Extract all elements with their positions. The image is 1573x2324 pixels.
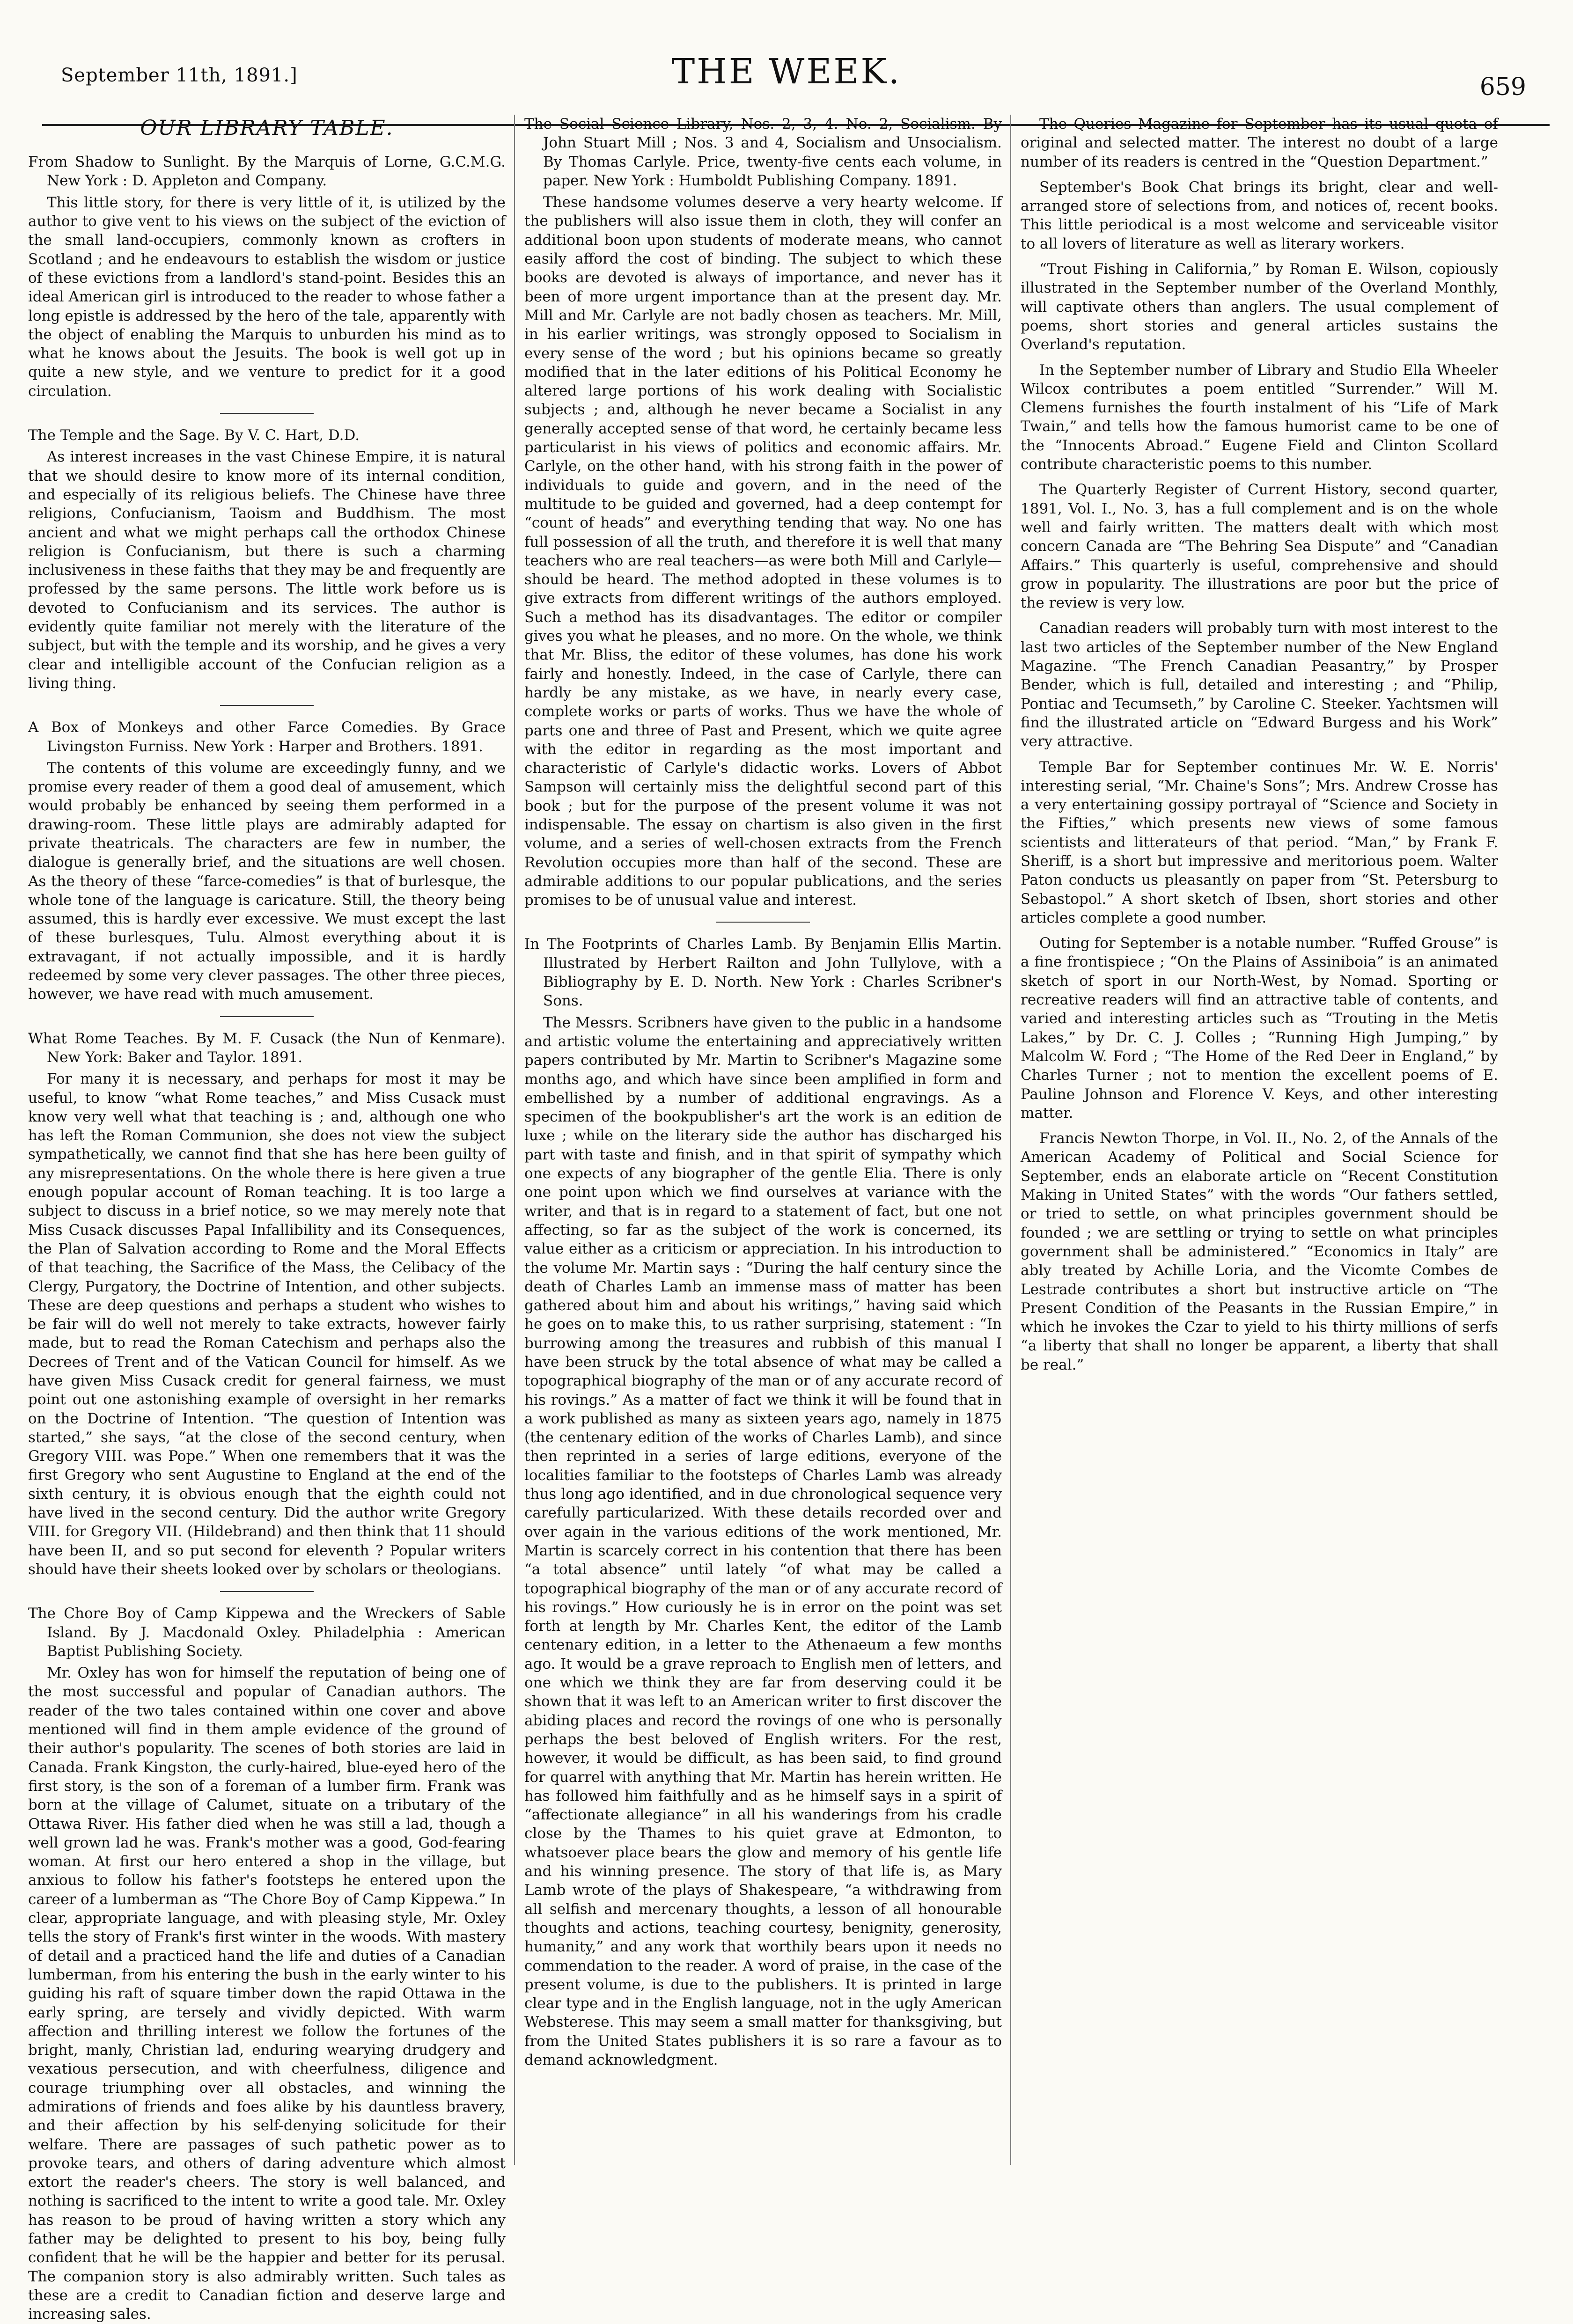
periodical-note: Francis Newton Thorpe, in Vol. II., No. 2, of the Annals of the American Academy of Political and Social Science for September, ends an elaborate article on “Recent Constitution Making in United States” with the words “Our fathers settled, or tried to settle, on what principles government should be founded ; we are settling or trying to settle on what principles government shall be administered.” “Economics in Italy” are ably treated by Achille Loria, and the Vicomte Combes de Lestrade contributes a short but instructive article on “The Present Condition of the Peasants in the Russian Empire,” in which he invokes the Czar to yield to his thirty millions of serfs “a liberty that shall no longer be apparent, a liberty that shall be real.” <box>1021 1130 1498 1373</box>
review-chore-boy <box>28 1604 506 2324</box>
review-body: The Messrs. Scribners have given to the public in a handsome and artistic volume the entertaining and appreciatively written papers contributed by Mr. Martin to Scribner's Magazine some months ago, and which have since been amplified in form and embellished by a number of additional engravings. As a specimen of the bookpublisher's art the work is an edition de luxe ; while on the literary side the author has discharged his part with taste and finish, and in that spirit of sympathy which one expects of any biographer of the gentle Elia. There is only one point upon which we find ourselves at variance with the writer, and that is in regard to a statement of fact, but one not affecting, so far as the subject of the work is concerned, its value either as a criticism or appreciation. In his introduction to the volume Mr. Martin says : “During the half century since the death of Charles Lamb an immense mass of matter has been gathered about him and about his writings,” having said which he goes on to make this, to us rather surprising, statement : “In burrowing among the treasures and rubbish of this manual I have been struck by the total absence of what may be called a topographical biography of the man or of any accurate record of his rovings.” As a matter of fact we think it will be found that in a work published as many as sixteen years ago, namely in 1875 (the centenary edition of the works of Charles Lamb), and since then reprinted in a series of large editions, everyone of the localities familiar to the footsteps of Charles Lamb was already thus long ago identified, and in due chronological sequence very carefully particularized. With these details recorded over and over again in the various editions of the work mentioned, Mr. Martin is scarcely correct in his contention that there has been “a total absence” until lately “of what may be called a topographical biography of the man or of any accurate record of his rovings.” How curiously he is in error on the point was set forth at length by Mr. Charles Kent, the editor of the Lamb centenary edition, in a letter to the Athenaeum a few months ago. It would be a grave reproach to English men of letters, and one which we think they are far from deserving could it be shown that it was left to an American writer to first discover the abiding places and record the rovings of one who is personally perhaps the best beloved of English writers. For the rest, however, it would be difficult, as has been said, to find ground for quarrel with anything that Mr. Martin has herein written. He has followed him faithfully and as he himself says in a spirit of “affectionate allegiance” in all his wanderings from his cradle close by the Thames to his quiet grave at Edmonton, to whatsoever place bears the glow and memory of his gentle life and his winning presence. The story of that life is, as Mary Lamb wrote of the plays of Shakespeare, “a withdrawing from all selfish and mercenary thoughts, a lesson of all honourable thoughts and actions, teaching courtesy, benignity, generosity, humanity,” and any work that worthily bears upon it needs no commendation to the reader. A word of praise, in the case of the present volume, is due to the publishers. It is printed in large clear type and in the English language, not in the ugly American Websterese. This may seem a small matter for thanksgiving, but from the United States publishers it is so rare a favour as to demand acknowledgment. <box>524 1014 1002 2068</box>
section-rule <box>220 1016 314 1017</box>
periodical-note: The Queries Magazine for September has its usual quota of original and selected matter. The interest no doubt of a large number of its readers is centred in the “Question Department.” <box>1021 116 1498 170</box>
review-title: A Box of Monkeys and other Farce Comedies. By Grace Livingston Furniss. New York : Harper and Brothers. 1891. <box>28 719 506 755</box>
review-temple-and-sage <box>28 426 506 693</box>
review-body: As interest increases in the vast Chinese Empire, it is natural that we should desire to know more of its internal condition, and especially of its religious beliefs. The Chinese have three religions, Confucianism, Taoism and Buddhism. The most ancient and what we might perhaps call the orthodox Chinese religion is Confucianism, but there is such a charming inclusiveness in these faiths that they may be and frequently are professed by the same persons. The little work before us is devoted to Confucianism and its services. The author is evidently quite familiar not merely with the literature of the subject, but with the temple and its worship, and he gives a very clear and intelligible account of the Confucian religion as a living thing. <box>28 448 506 692</box>
section-rule <box>716 922 810 923</box>
page-number: 659 <box>1479 73 1526 101</box>
section-rule <box>220 1591 314 1592</box>
review-box-of-monkeys <box>28 718 506 1004</box>
review-body: The contents of this volume are exceedingly funny, and we promise every reader of them a good deal of amusement, which would probably be enhanced by seeing them performed in a drawing-room. These little plays are admirably adapted for private theatricals. The characters are few in number, the dialogue is generally brief, and the situations are well chosen. As the theory of these “farce-comedies” is that of burlesque, the whole tone of the language is caricature. Still, the theory being assumed, this is hardly ever excessive. We must except the last of these burlesques, Tulu. Almost everything about it is extravagant, if not actually impossible, and it is hardly redeemed by some very clever passages. The other three pieces, however, we have read with much amusement. <box>28 759 506 1003</box>
issue-date: September 11th, 1891.] <box>61 65 298 86</box>
review-body: Mr. Oxley has won for himself the reputation of being one of the most successful and popular of Canadian authors. The reader of the two tales contained within one cover and above mentioned will find in them ample evidence of the ground of their author's popularity. The scenes of both stories are laid in Canada. Frank Kingston, the curly-haired, blue-eyed hero of the first story, is the son of a foreman of a lumber firm. Frank was born at the village of Calumet, situate on a tributary of the Ottawa River. His father died when he was still a lad, though a well grown lad he was. Frank's mother was a good, God-fearing woman. At first our hero entered a shop in the village, but anxious to follow his father's footsteps he entered upon the career of a lumberman as “The Chore Boy of Camp Kippewa.” In clear, appropriate language, and with pleasing style, Mr. Oxley tells the story of Frank's first winter in the woods. With mastery of detail and a practiced hand the life and duties of a Canadian lumberman, from his entering the bush in the early winter to his guiding his raft of square timber down the rapid Ottawa in the early spring, are tersely and vividly depicted. With warm affection and thrilling interest we follow the fortunes of the bright, manly, Christian lad, enduring wearying drudgery and vexatious persecution, and with cheerfulness, diligence and courage triumphing over all obstacles, and winning the admirations of friends and foes alike by his dauntless bravery, and their affection by his self-denying solicitude for their welfare. There are passages of such pathetic power as to provoke tears, and others of daring adventure which almost extort the reader's cheers. The story is well balanced, and nothing is sacrificed to the intent to write a good tale. Mr. Oxley has reason to be proud of having written a story which any father may be delighted to present to his boy, being fully confident that he will be the happier and better for its perusal. The companion story is also admirably written. Such tales as these are a credit to Canadian fiction and deserve large and increasing sales. <box>28 1664 506 2323</box>
section-title: OUR LIBRARY TABLE. <box>140 116 394 140</box>
review-from-shadow-to-sunlight <box>28 153 506 401</box>
review-title: The Temple and the Sage. By V. C. Hart, D.D. <box>28 427 360 444</box>
review-social-science-library <box>524 115 1002 909</box>
periodical-note: “Trout Fishing in California,” by Roman E. Wilson, copiously illustrated in the September number of the Overland Monthly, will captivate others than anglers. The usual complement of poems, short stories and general articles sustains the Overland's reputation. <box>1021 261 1498 353</box>
review-title: From Shadow to Sunlight. By the Marquis of Lorne, G.C.M.G. New York : D. Appleton and Company. <box>28 154 506 190</box>
section-rule <box>220 705 314 706</box>
review-footprints-of-charles-lamb <box>524 935 1002 2069</box>
review-body: These handsome volumes deserve a very hearty welcome. If the publishers will also issue them in cloth, they will confer an additional boon upon students of moderate means, who cannot easily afford the cost of binding. The subject to which these books are devoted is always of importance, and never has it been of more urgent importance than at the present day. Mr. Mill and Mr. Carlyle are not badly chosen as teachers. Mr. Mill, in his earlier writings, was strongly opposed to Socialism in every sense of the word ; but his opinions became so greatly modified that in the later editions of his Political Economy he altered large portions of his work dealing with Socialistic subjects ; and, although he never became a Socialist in any generally accepted sense of that word, he certainly became less particularist in his views of politics and economic affairs. Mr. Carlyle, on the other hand, with his strong faith in the power of individuals to guide and govern, and in the need of the multitude to be guided and governed, had a deep contempt for “count of heads” and everything tending that way. No one has full possession of all the truth, and therefore it is well that many teachers who are real teachers—as were both Mill and Carlyle—should be heard. The method adopted in these volumes is to give extracts from different writings of the authors employed. Such a method has its disadvantages. The editor or compiler gives you what he pleases, and no more. On the whole, we think that Mr. Bliss, the editor of these volumes, has done his work fairly and honestly. Indeed, in the case of Carlyle, there can hardly be any mistake, as we have, in nearly every case, complete works or parts of works. Thus we have the whole of parts one and three of Past and Present, which we quite agree with the editor in regarding as the most important and characteristic of Carlyle's didactic works. Lovers of Abbot Sampson will certainly miss the delightful second part of this book ; but for the purpose of the present volume it was not indispensable. The essay on chartism is also given in the first volume, and a series of well-chosen extracts from the French Revolution occupies more than half of the second. These are admirable additions to our popular publications, and the series promises to be of unusual value and interest. <box>524 194 1002 909</box>
periodical-note: Temple Bar for September continues Mr. W. E. Norris' interesting serial, “Mr. Chaine's Sons”; Mrs. Andrew Crosse has a very entertaining gossipy portrayal of “Science and Society in the Fifties,” which presents new views of some famous scientists and litterateurs of that period. “Man,” by Frank F. Sheriff, is a short but impressive and meritorious poem. Walter Paton conducts us pleasantly on paper from “St. Petersburg to Sebastopol.” A short sketch of Ibsen, short stories and other articles complete a good number. <box>1021 758 1498 926</box>
periodical-note: In the September number of Library and Studio Ella Wheeler Wilcox contributes a poem entitled “Surrender.” Will M. Clemens furnishes the fourth instalment of his “Life of Mark Twain,” and tells how the famous humorist came to be one of the “Innocents Abroad.” Eugene Field and Clinton Scollard contribute characteristic poems to this number. <box>1021 361 1498 473</box>
column-1 <box>28 115 506 2323</box>
review-title: What Rome Teaches. By M. F. Cusack (the Nun of Kenmare). New York: Baker and Taylor. 1891. <box>28 1030 506 1066</box>
review-what-rome-teaches <box>28 1029 506 1579</box>
review-body: For many it is necessary, and perhaps for most it may be useful, to know “what Rome teaches,” and Miss Cusack must know very well what that teaching is ; and, although one who has left the Roman Communion, she does not view the subject sympathetically, we cannot find that she has here been guilty of any misrepresentations. On the whole there is here given a true enough popular account of Roman teaching. It is too large a subject to discuss in a brief notice, so we may merely note that Miss Cusack discusses Papal Infallibility and its Consequences, the Plan of Salvation according to Rome and the Moral Effects of that teaching, the Sacrifice of the Mass, the Celibacy of the Clergy, Purgatory, the Doctrine of Intention, and other subjects. These are deep questions and perhaps a student who wishes to be fair will do well not merely to take extracts, however fairly made, but to read the Roman Catechism and perhaps also the Decrees of Trent and of the Vatican Council for himself. As we have given Miss Cusack credit for general fairness, we must point out one astonishing example of oversight in her remarks on the Doctrine of Intention. “The question of Intention was started,” she says, “at the close of the second century, when Gregory VIII. was Pope.” When one remembers that it was the first Gregory who sent Augustine to England at the end of the sixth century, it is obvious enough that the eighth could not have lived in the second century. Did the author write Gregory VIII. for Gregory VII. (Hildebrand) and then think that 11 should have been II, and so put second for eleventh ? Popular writers should have their sheets looked over by scholars or theologians. <box>28 1070 506 1578</box>
periodical-note: September's Book Chat brings its bright, clear and well-arranged store of selections from, and notices of, recent books. This little periodical is a most welcome and serviceable visitor to all lovers of literature as well as literary workers. <box>1021 178 1498 252</box>
review-title: The Chore Boy of Camp Kippewa and the Wreckers of Sable Island. By J. Macdonald Oxley. Philadelphia : American Baptist Publishing Society. <box>28 1605 506 1660</box>
periodical-note: The Quarterly Register of Current History, second quarter, 1891, Vol. I., No. 3, has a full complement and is on the whole well and fairly written. The matters dealt with which most concern Canada are “The Behring Sea Dispute” and “Canadian Affairs.” This quarterly is useful, comprehensive and should grow in popularity. The illustrations are poor but the price of the review is very low. <box>1021 481 1498 612</box>
periodical-note: Outing for September is a notable number. “Ruffed Grouse” is a fine frontispiece ; “On the Plains of Assiniboia” is an animated sketch of sport in our North-West, by Nomad. Sporting or recreative readers will find an attractive table of contents, and varied and interesting articles such as “Trouting in the Metis Lakes,” by Dr. C. J. Colles ; “Running High Jumping,” by Malcolm W. Ford ; “The Home of the Red Deer in England,” by Charles Turner ; not to mention the excellent poems of E. Pauline Johnson and Florence V. Keys, and other interesting matter. <box>1021 935 1498 1122</box>
page-header <box>14 28 1559 101</box>
column-2 <box>524 115 1002 2165</box>
periodical-note: Canadian readers will probably turn with most interest to the last two articles of the September number of the New England Magazine. “The French Canadian Peasantry,” by Prosper Bender, which is full, detailed and interesting ; and “Philip, Pontiac and Tecumseth,” by Caroline C. Steeker. Yachtsmen will find the illustrated article on “Edward Burgess and his Work” very attractive. <box>1021 620 1498 750</box>
review-body: This little story, for there is very little of it, is utilized by the author to give vent to his views on the subject of the eviction of the small land-occupiers, commonly known as crofters in Scotland ; and he endeavours to establish the wisdom or justice of these evictions from a landlord's stand-point. Besides this an ideal American girl is introduced to the reader to whose father a long epistle is addressed by the hero of the tale, apparently with the object of enabling the Marquis to unburden his mind as to what he knows about the Jesuits. The book is well got up in quite a new style, and we venture to predict for it a good circulation. <box>28 194 506 400</box>
column-3 <box>1021 115 1498 2165</box>
review-title: The Social Science Library, Nos. 2, 3, 4. No. 2, Socialism. By John Stuart Mill ; Nos. 3 and 4, Socialism and Unsocialism. By Thomas Carlyle. Price, twenty-five cents each volume, in paper. New York : Humboldt Publishing Company. 1891. <box>524 116 1002 189</box>
column-divider <box>1010 115 1011 2165</box>
section-rule <box>220 413 314 414</box>
column-divider <box>514 115 515 2165</box>
masthead-title: THE WEEK. <box>671 51 902 92</box>
review-title: In The Footprints of Charles Lamb. By Benjamin Ellis Martin. Illustrated by Herbert Railton and John Tullylove, with a Bibliography by E. D. North. New York : Charles Scribner's Sons. <box>524 936 1002 1010</box>
